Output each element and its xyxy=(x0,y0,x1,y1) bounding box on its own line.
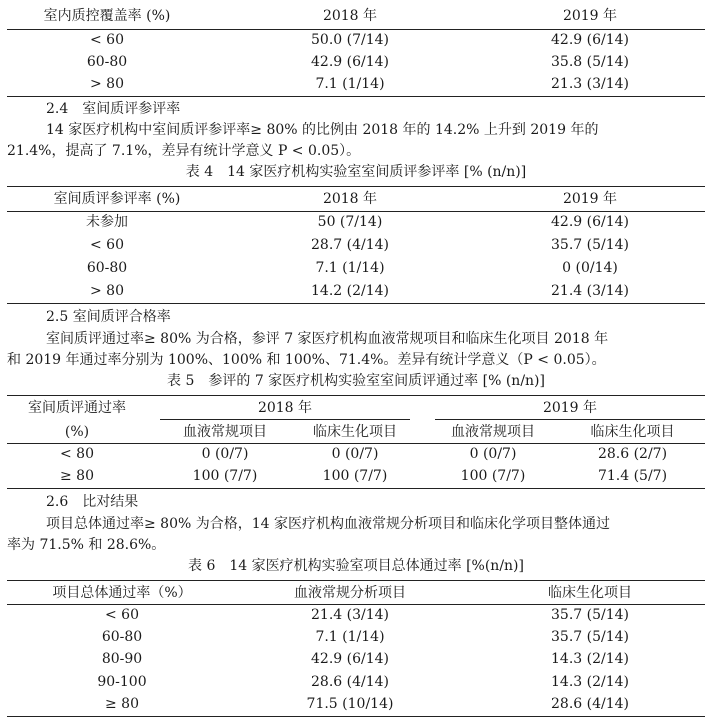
section-2-4-heading: 2.4 室间质评参评率 xyxy=(46,101,181,117)
table6-top-rule xyxy=(7,580,705,581)
table-cell: 90-100 xyxy=(97,674,147,690)
table-cell: 60-80 xyxy=(86,260,128,276)
table-cell: 42.9 (6/14) xyxy=(551,214,629,230)
table-cell: 60-80 xyxy=(86,54,128,70)
table-cell: 35.8 (5/14) xyxy=(551,54,629,70)
table-cell: 21.4 (3/14) xyxy=(551,283,629,299)
table5-subheader: 血液常规项目 xyxy=(451,424,535,440)
table-cell: < 60 xyxy=(90,32,124,48)
table3-header-col3: 2019 年 xyxy=(562,8,618,24)
section-2-5-heading: 2.5 室间质评合格率 xyxy=(46,309,171,325)
section-2-4-para-line2: 21.4%，提高了 7.1%，差异有统计学意义 P < 0.05）。 xyxy=(7,143,361,159)
table-cell: 7.1 (1/14) xyxy=(315,76,385,92)
section-2-5-para-line1: 室间质评通过率≥ 80% 为合格，参评 7 家医疗机构血液常规项目和临床生化项目 2018 年 xyxy=(46,331,609,347)
table4-bottom-rule xyxy=(7,303,705,304)
table-cell: 28.6 (4/14) xyxy=(311,674,389,690)
table-cell: 0 (0/7) xyxy=(469,446,517,462)
table-cell: 0 (0/7) xyxy=(331,446,379,462)
table6-caption: 表 6 14 家医疗机构实验室项目总体通过率 [%(n/n)] xyxy=(188,558,524,574)
table-cell: < 60 xyxy=(90,237,124,253)
table5-subheader: 临床生化项目 xyxy=(313,424,397,440)
table-cell: 71.5 (10/14) xyxy=(306,696,394,712)
table4-top-rule xyxy=(7,186,705,187)
table-cell: 71.4 (5/7) xyxy=(597,468,668,484)
section-2-6-para-line2: 率为 71.5% 和 28.6%。 xyxy=(7,537,166,553)
table4-caption: 表 4 14 家医疗机构实验室室间质评参评率 [% (n/n)] xyxy=(185,164,527,180)
table5-header-2018: 2018 年 xyxy=(257,400,313,416)
table5-subheader: 血液常规项目 xyxy=(183,424,267,440)
table-cell: 21.3 (3/14) xyxy=(551,76,629,92)
table-cell: 0 (0/7) xyxy=(201,446,249,462)
table-cell: ≥ 80 xyxy=(105,696,139,712)
table-cell: 60-80 xyxy=(101,629,143,645)
table5-2019-underline xyxy=(435,419,705,420)
table-cell: 未参加 xyxy=(86,214,128,230)
table-cell: 35.7 (5/14) xyxy=(551,607,629,623)
table-cell: 80-90 xyxy=(101,651,143,667)
table3-header-col1: 室内质控覆盖率 (%) xyxy=(43,8,171,24)
section-2-6-heading: 2.6 比对结果 xyxy=(46,494,139,510)
table-cell: 14.2 (2/14) xyxy=(311,283,389,299)
table6-header-col1: 项目总体通过率（%） xyxy=(52,585,192,601)
section-2-5-para-line2: 和 2019 年通过率分别为 100%、100% 和 100%、71.4%。差异有统计学意义（P < 0.05）。 xyxy=(7,352,606,368)
table-cell: 7.1 (1/14) xyxy=(315,260,385,276)
table4-header-col3: 2019 年 xyxy=(562,191,618,207)
section-2-4-para-line1: 14 家医疗机构中室间质评参评率≥ 80% 的比例由 2018 年的 14.2% 上升到 2019 年的 xyxy=(46,122,599,138)
table3-header-col2: 2018 年 xyxy=(322,8,378,24)
table-cell: 28.6 (4/14) xyxy=(551,696,629,712)
table6-bottom-rule xyxy=(7,716,705,717)
table-cell: 0 (0/14) xyxy=(562,260,618,276)
table5-header-col1-line2: (%) xyxy=(64,424,90,440)
table5-caption: 表 5 参评的 7 家医疗机构实验室室间质评通过率 [% (n/n)] xyxy=(167,373,545,389)
table-cell: < 60 xyxy=(105,607,139,623)
table-cell: 14.3 (2/14) xyxy=(551,674,629,690)
table-cell: > 80 xyxy=(90,283,124,299)
table-cell: 100 (7/7) xyxy=(460,468,526,484)
table6-header-col2: 血液常规分析项目 xyxy=(294,585,406,601)
section-2-6-para-line1: 项目总体通过率≥ 80% 为合格，14 家医疗机构血液常规分析项目和临床化学项目整体通过 xyxy=(46,516,611,532)
table-cell: 14.3 (2/14) xyxy=(551,651,629,667)
table-cell: 28.7 (4/14) xyxy=(311,237,389,253)
table-cell: 28.6 (2/7) xyxy=(597,446,668,462)
table5-header-col1-line1: 室间质评通过率 xyxy=(28,400,126,416)
table-cell: 50 (7/14) xyxy=(317,214,383,230)
table5-header-2019: 2019 年 xyxy=(542,400,598,416)
table6-header-col3: 临床生化项目 xyxy=(548,585,632,601)
table-cell: 100 (7/7) xyxy=(192,468,258,484)
table4-header-col1: 室间质评参评率 (%) xyxy=(53,191,181,207)
table-cell: 21.4 (3/14) xyxy=(311,607,389,623)
table3-bottom-rule xyxy=(7,96,705,97)
table-cell: 7.1 (1/14) xyxy=(315,629,385,645)
table5-bottom-rule xyxy=(7,488,705,489)
table5-top-rule xyxy=(7,395,705,396)
table4-header-col2: 2018 年 xyxy=(322,191,378,207)
table-cell: > 80 xyxy=(90,76,124,92)
table5-subheader: 临床生化项目 xyxy=(590,424,675,440)
table5-2018-underline xyxy=(160,419,410,420)
table-cell: 50.0 (7/14) xyxy=(311,32,389,48)
table-cell: 42.9 (6/14) xyxy=(311,54,389,70)
table-cell: 100 (7/7) xyxy=(322,468,388,484)
table-cell: 35.7 (5/14) xyxy=(551,629,629,645)
table-cell: 42.9 (6/14) xyxy=(551,32,629,48)
table-cell: ≥ 80 xyxy=(60,468,94,484)
table-cell: 35.7 (5/14) xyxy=(551,237,629,253)
table-cell: 42.9 (6/14) xyxy=(311,651,389,667)
table-cell: < 80 xyxy=(60,446,94,462)
